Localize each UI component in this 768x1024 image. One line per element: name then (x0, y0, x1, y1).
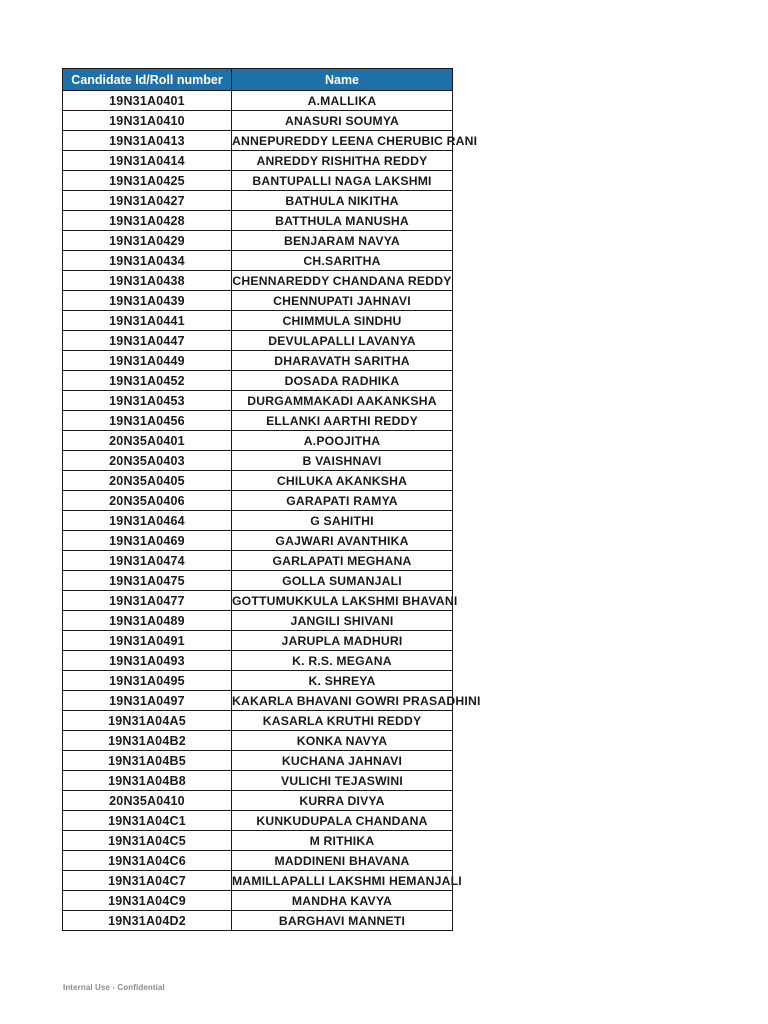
candidate-id-cell: 19N31A0475 (63, 571, 232, 591)
candidate-id-cell: 19N31A0427 (63, 191, 232, 211)
candidate-name-cell: ANASURI SOUMYA (232, 111, 453, 131)
candidate-id-cell: 19N31A0489 (63, 611, 232, 631)
candidate-name-cell: JARUPLA MADHURI (232, 631, 453, 651)
table-row (63, 91, 453, 111)
candidate-name-cell: CH.SARITHA (232, 251, 453, 271)
candidate-id-cell: 19N31A0425 (63, 171, 232, 191)
table-row (63, 631, 453, 651)
candidate-name-cell: MAMILLAPALLI LAKSHMI HEMANJALI (232, 871, 453, 891)
table-row (63, 571, 453, 591)
table-row (63, 791, 453, 811)
candidate-name-cell: KAKARLA BHAVANI GOWRI PRASADHINI (232, 691, 453, 711)
candidate-name-cell: A.POOJITHA (232, 431, 453, 451)
candidate-id-cell: 20N35A0401 (63, 431, 232, 451)
table-body (63, 91, 481, 931)
candidate-name-cell: K. SHREYA (232, 671, 453, 691)
candidate-name-cell: BARGHAVI MANNETI (232, 911, 453, 931)
candidate-name-cell: M RITHIKA (232, 831, 453, 851)
table-row (63, 651, 453, 671)
candidate-id-cell: 19N31A0474 (63, 551, 232, 571)
candidate-name-cell: CHILUKA AKANKSHA (232, 471, 453, 491)
table-row (63, 771, 453, 791)
candidate-name-cell: ANNEPUREDDY LEENA CHERUBIC RANI (232, 131, 453, 151)
table-row (63, 891, 453, 911)
candidate-id-cell: 19N31A0441 (63, 311, 232, 331)
candidate-id-cell: 19N31A0449 (63, 351, 232, 371)
candidate-id-cell: 19N31A04C5 (63, 831, 232, 851)
table-row (63, 431, 453, 451)
table-row (63, 371, 453, 391)
candidate-name-cell: KURRA DIVYA (232, 791, 453, 811)
table-row (63, 131, 453, 151)
candidate-name-cell: DURGAMMAKADI AAKANKSHA (232, 391, 453, 411)
candidate-id-cell: 19N31A0428 (63, 211, 232, 231)
candidate-id-cell: 19N31A0413 (63, 131, 232, 151)
candidate-name-cell: DOSADA RADHIKA (232, 371, 453, 391)
candidate-name-cell: BATTHULA MANUSHA (232, 211, 453, 231)
table-row (63, 491, 453, 511)
table-row (63, 171, 453, 191)
table-row (63, 511, 453, 531)
candidate-name-cell: BENJARAM NAVYA (232, 231, 453, 251)
candidate-name-cell: A.MALLIKA (232, 91, 453, 111)
candidate-id-cell: 19N31A0438 (63, 271, 232, 291)
table-row (63, 311, 453, 331)
confidentiality-footer: Internal Use - Confidential (63, 983, 165, 992)
table-row (63, 531, 453, 551)
candidate-id-cell: 19N31A0452 (63, 371, 232, 391)
table-row (63, 611, 453, 631)
table-row (63, 711, 453, 731)
candidate-id-cell: 19N31A04C6 (63, 851, 232, 871)
candidate-id-cell: 19N31A0401 (63, 91, 232, 111)
candidate-name-cell: GARAPATI RAMYA (232, 491, 453, 511)
table-row (63, 831, 453, 851)
candidate-name-cell: BANTUPALLI NAGA LAKSHMI (232, 171, 453, 191)
candidate-id-cell: 19N31A0497 (63, 691, 232, 711)
candidate-id-cell: 19N31A0429 (63, 231, 232, 251)
table-row (63, 591, 453, 611)
candidate-id-cell: 20N35A0410 (63, 791, 232, 811)
table-row (63, 731, 453, 751)
candidate-id-cell: 20N35A0406 (63, 491, 232, 511)
candidate-name-cell: ANREDDY RISHITHA REDDY (232, 151, 453, 171)
candidate-id-cell: 20N35A0403 (63, 451, 232, 471)
candidate-name-cell: B VAISHNAVI (232, 451, 453, 471)
candidate-name-cell: CHIMMULA SINDHU (232, 311, 453, 331)
table-row (63, 271, 453, 291)
table-row (63, 391, 453, 411)
candidate-id-cell: 19N31A0414 (63, 151, 232, 171)
candidate-id-cell: 19N31A0434 (63, 251, 232, 271)
candidate-name-cell: GOLLA SUMANJALI (232, 571, 453, 591)
table-row (63, 851, 453, 871)
candidate-id-cell: 19N31A0447 (63, 331, 232, 351)
candidate-name-cell: KONKA NAVYA (232, 731, 453, 751)
table-row (63, 191, 453, 211)
candidate-id-cell: 19N31A0491 (63, 631, 232, 651)
table-row (63, 251, 453, 271)
table-header-row (63, 69, 453, 91)
table-row (63, 351, 453, 371)
table-row (63, 811, 453, 831)
candidate-name-cell: G SAHITHI (232, 511, 453, 531)
candidate-name-cell: DHARAVATH SARITHA (232, 351, 453, 371)
table-row (63, 871, 453, 891)
candidate-id-cell: 19N31A0464 (63, 511, 232, 531)
candidate-id-cell: 19N31A0477 (63, 591, 232, 611)
candidate-name-cell: VULICHI TEJASWINI (232, 771, 453, 791)
candidate-name-cell: KUCHANA JAHNAVI (232, 751, 453, 771)
candidate-name-cell: CHENNAREDDY CHANDANA REDDY (232, 271, 453, 291)
candidate-name-cell: JANGILI SHIVANI (232, 611, 453, 631)
candidate-id-cell: 20N35A0405 (63, 471, 232, 491)
candidate-name-cell: MANDHA KAVYA (232, 891, 453, 911)
table-row (63, 151, 453, 171)
candidate-id-cell: 19N31A04B5 (63, 751, 232, 771)
table-row (63, 671, 453, 691)
candidate-id-cell: 19N31A0493 (63, 651, 232, 671)
table-row (63, 211, 453, 231)
table-row (63, 331, 453, 351)
candidate-name-cell: GOTTUMUKKULA LAKSHMI BHAVANI (232, 591, 453, 611)
candidate-id-cell: 19N31A04B8 (63, 771, 232, 791)
candidate-id-cell: 19N31A04C9 (63, 891, 232, 911)
candidate-id-cell: 19N31A0410 (63, 111, 232, 131)
table-row (63, 111, 453, 131)
column-header-name: Name (232, 69, 453, 91)
table-row (63, 411, 453, 431)
candidate-id-cell: 19N31A04B2 (63, 731, 232, 751)
table-row (63, 911, 453, 931)
candidate-id-cell: 19N31A04C7 (63, 871, 232, 891)
candidate-table (62, 68, 481, 931)
table-row (63, 231, 453, 251)
candidate-name-cell: GARLAPATI MEGHANA (232, 551, 453, 571)
candidate-id-cell: 19N31A0495 (63, 671, 232, 691)
candidate-id-cell: 19N31A0456 (63, 411, 232, 431)
candidate-name-cell: DEVULAPALLI LAVANYA (232, 331, 453, 351)
candidate-id-cell: 19N31A0469 (63, 531, 232, 551)
candidate-name-cell: MADDINENI BHAVANA (232, 851, 453, 871)
candidate-id-cell: 19N31A04C1 (63, 811, 232, 831)
candidate-name-cell: BATHULA NIKITHA (232, 191, 453, 211)
candidate-name-cell: KASARLA KRUTHI REDDY (232, 711, 453, 731)
candidate-id-cell: 19N31A0453 (63, 391, 232, 411)
table-row (63, 451, 453, 471)
table-row (63, 471, 453, 491)
candidate-id-cell: 19N31A04A5 (63, 711, 232, 731)
table-row (63, 751, 453, 771)
table-row (63, 551, 453, 571)
candidate-name-cell: ELLANKI AARTHI REDDY (232, 411, 453, 431)
candidate-name-cell: K. R.S. MEGANA (232, 651, 453, 671)
candidate-name-cell: CHENNUPATI JAHNAVI (232, 291, 453, 311)
column-header-candidate-id: Candidate Id/Roll number (63, 69, 232, 91)
table-row (63, 691, 453, 711)
candidate-id-cell: 19N31A04D2 (63, 911, 232, 931)
candidate-id-cell: 19N31A0439 (63, 291, 232, 311)
candidate-name-cell: KUNKUDUPALA CHANDANA (232, 811, 453, 831)
candidate-name-cell: GAJWARI AVANTHIKA (232, 531, 453, 551)
table-row (63, 291, 453, 311)
